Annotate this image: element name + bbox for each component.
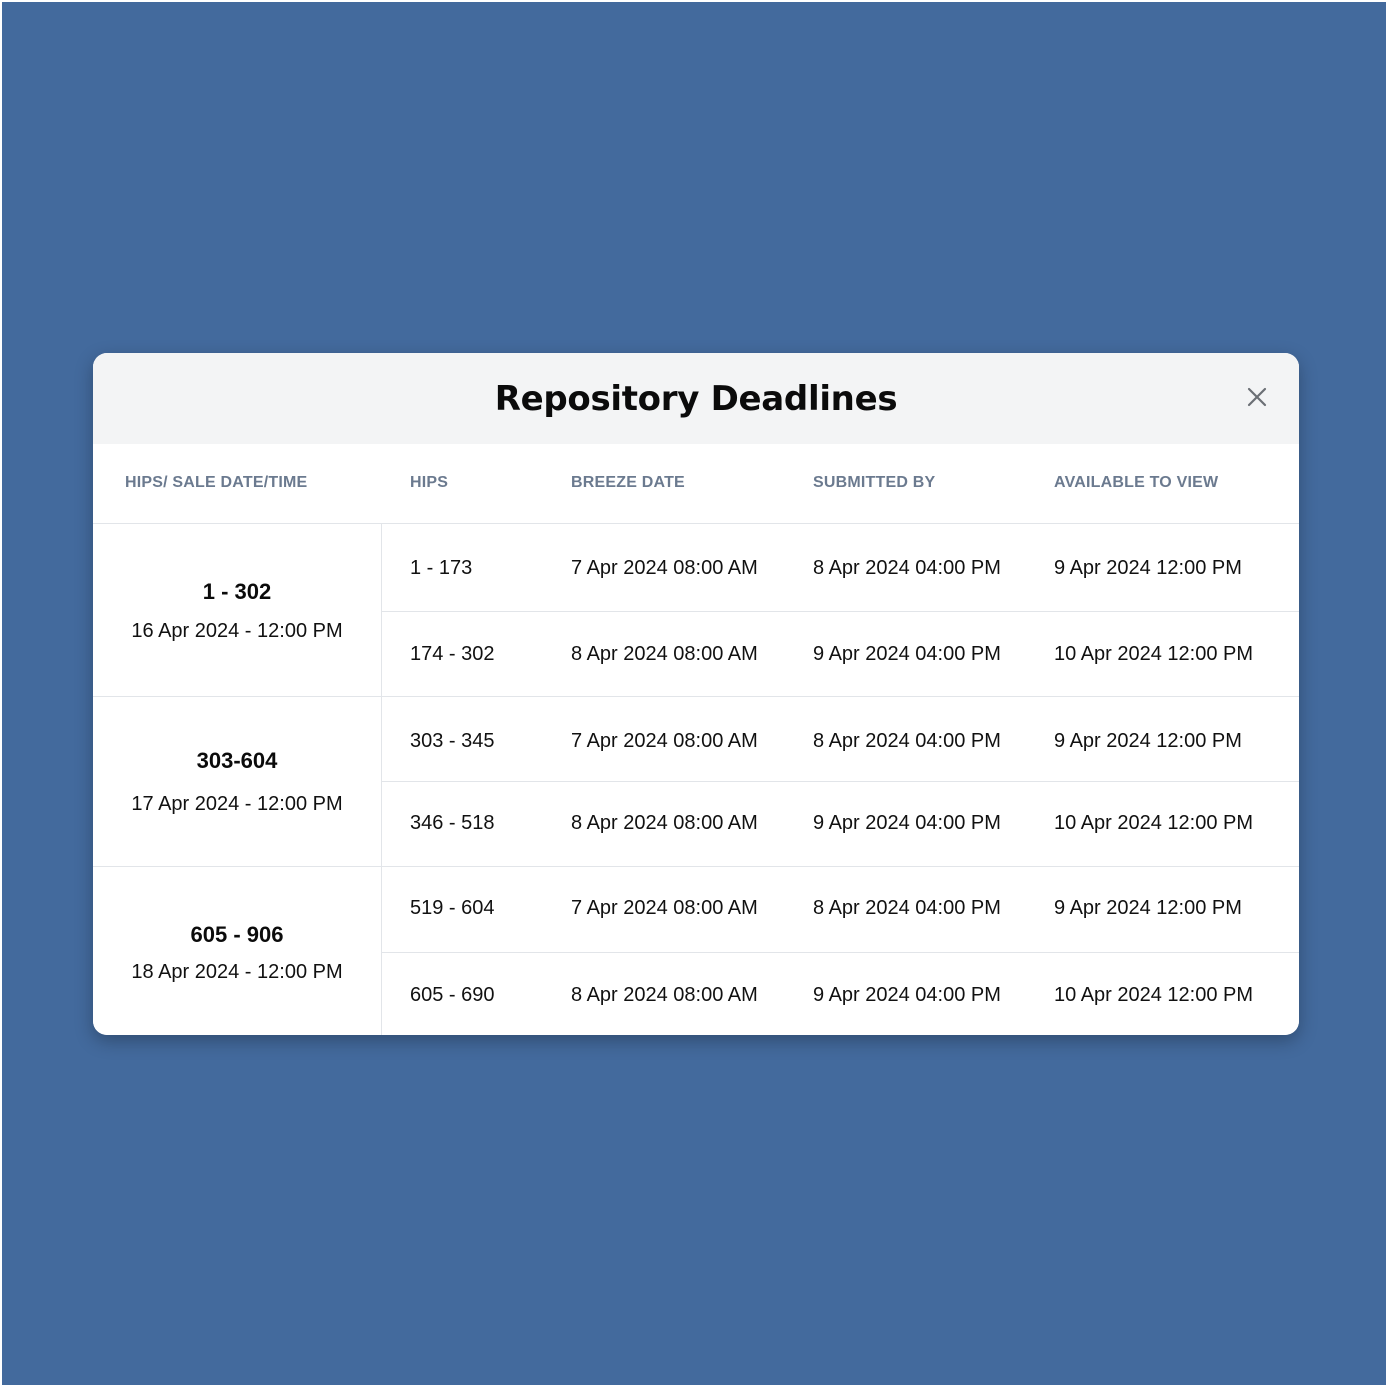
sale-hip-range: 303-604	[196, 748, 278, 773]
hips-cell: 605 - 690	[410, 984, 495, 1006]
close-icon	[1241, 381, 1273, 413]
breeze-date-cell: 8 Apr 2024 08:00 AM	[571, 812, 758, 834]
sale-group	[93, 524, 382, 697]
column-header-breeze-date: BREEZE DATE	[571, 474, 685, 491]
hips-cell: 303 - 345	[410, 730, 495, 752]
submitted-by-cell: 9 Apr 2024 04:00 PM	[813, 812, 1001, 834]
sale-group	[93, 867, 382, 1035]
hips-cell: 346 - 518	[410, 812, 495, 834]
available-to-view-cell: 9 Apr 2024 12:00 PM	[1054, 557, 1242, 579]
available-to-view-cell: 9 Apr 2024 12:00 PM	[1054, 897, 1242, 919]
hips-cell: 519 - 604	[410, 897, 495, 919]
breeze-date-cell: 7 Apr 2024 08:00 AM	[571, 557, 758, 579]
available-to-view-cell: 10 Apr 2024 12:00 PM	[1054, 643, 1254, 665]
hips-cell: 1 - 173	[410, 557, 473, 579]
sale-hip-range: 1 - 302	[202, 579, 272, 604]
submitted-by-cell: 9 Apr 2024 04:00 PM	[813, 984, 1001, 1006]
sale-date-time: 17 Apr 2024 - 12:00 PM	[131, 793, 343, 815]
table-row	[382, 697, 1299, 782]
sale-group	[93, 697, 382, 867]
modal-header	[93, 353, 1299, 444]
available-to-view-cell: 10 Apr 2024 12:00 PM	[1054, 812, 1254, 834]
submitted-by-cell: 8 Apr 2024 04:00 PM	[813, 897, 1001, 919]
breeze-date-cell: 8 Apr 2024 08:00 AM	[571, 643, 758, 665]
sale-date-time: 16 Apr 2024 - 12:00 PM	[131, 620, 343, 642]
modal-title: Repository Deadlines	[494, 379, 898, 419]
breeze-date-cell: 7 Apr 2024 08:00 AM	[571, 730, 758, 752]
available-to-view-cell: 10 Apr 2024 12:00 PM	[1054, 984, 1254, 1006]
table-row	[382, 953, 1299, 1035]
column-header-available-to-view: AVAILABLE TO VIEW	[1054, 474, 1219, 491]
repository-deadlines-modal	[93, 353, 1299, 1035]
column-header-submitted-by: SUBMITTED BY	[813, 474, 936, 491]
submitted-by-cell: 9 Apr 2024 04:00 PM	[813, 643, 1001, 665]
table-row	[382, 524, 1299, 612]
table-header-row	[93, 444, 1299, 524]
column-header-hips: HIPS	[410, 474, 449, 491]
table-row	[382, 612, 1299, 697]
breeze-date-cell: 8 Apr 2024 08:00 AM	[571, 984, 758, 1006]
breeze-date-cell: 7 Apr 2024 08:00 AM	[571, 897, 758, 919]
submitted-by-cell: 8 Apr 2024 04:00 PM	[813, 730, 1001, 752]
table-row	[382, 867, 1299, 953]
submitted-by-cell: 8 Apr 2024 04:00 PM	[813, 557, 1001, 579]
column-header-sale: HIPS/ SALE DATE/TIME	[125, 474, 308, 491]
sale-hip-range: 605 - 906	[190, 922, 284, 947]
available-to-view-cell: 9 Apr 2024 12:00 PM	[1054, 730, 1242, 752]
sale-date-time: 18 Apr 2024 - 12:00 PM	[131, 961, 343, 983]
hips-cell: 174 - 302	[410, 643, 495, 665]
table-row	[382, 782, 1299, 867]
close-button[interactable]	[1241, 381, 1273, 413]
